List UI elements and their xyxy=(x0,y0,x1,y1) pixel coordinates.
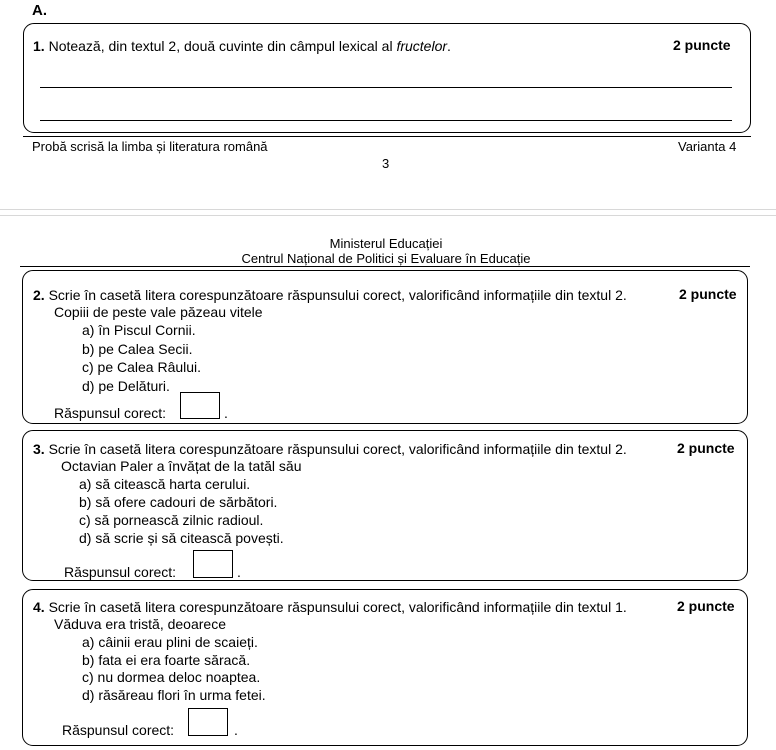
footer-left-text: Probă scrisă la limba și literatura română xyxy=(32,139,268,154)
header-rule xyxy=(20,266,750,267)
page-number: 3 xyxy=(382,156,390,171)
section-label: A. xyxy=(32,2,47,19)
question-2-instruction xyxy=(33,286,627,304)
question-4-option-b: b) fata ei era foarte săracă. xyxy=(82,652,251,668)
question-4-points: 2 puncte xyxy=(677,598,735,614)
question-1-text-after: . xyxy=(447,38,451,54)
header-center: Centrul Național de Politici și Evaluare în Educație xyxy=(241,251,531,266)
question-2-number: 2. xyxy=(33,287,45,303)
question-3-stem: Octavian Paler a învățat de la tatăl său xyxy=(61,458,302,474)
question-1-text xyxy=(33,37,451,55)
question-4-answer-box[interactable] xyxy=(188,708,228,736)
question-1-text-italic: fructelor xyxy=(396,38,448,54)
question-3-option-a: a) să citească harta cerului. xyxy=(79,476,251,492)
question-1-points: 2 puncte xyxy=(673,37,731,53)
question-2-stem: Copiii de peste vale păzeau vitele xyxy=(54,304,263,320)
header-ministry: Ministerul Educației xyxy=(329,236,443,251)
question-4-instruction-text: Scrie în casetă litera corespunzătoare răspunsului corect, valorificând informațiile din textul 1. xyxy=(48,599,627,615)
question-4-option-d: d) răsăreau flori în urma fetei. xyxy=(82,687,266,703)
question-1-text-before: Notează, din textul 2, două cuvinte din câmpul lexical al xyxy=(48,38,397,54)
question-4-option-c: c) nu dormea deloc noaptea. xyxy=(82,669,261,685)
question-4-answer-dot: . xyxy=(234,722,238,738)
question-3-option-d: d) să scrie și să citească povești. xyxy=(79,530,284,546)
question-2-answer-dot: . xyxy=(224,405,228,421)
footer-rule xyxy=(23,136,751,137)
answer-line-1[interactable] xyxy=(40,87,732,88)
question-2-instruction-text: Scrie în casetă litera corespunzătoare răspunsului corect, valorificând informațiile din textul 2. xyxy=(48,287,627,303)
question-4-instruction xyxy=(33,598,627,616)
question-2-option-c: c) pe Calea Râului. xyxy=(82,359,202,375)
question-3-instruction xyxy=(33,440,627,458)
page-separator xyxy=(0,209,776,210)
question-3-number: 3. xyxy=(33,441,45,457)
question-4-stem: Văduva era tristă, deoarece xyxy=(54,616,226,632)
question-3-answer-label: Răspunsul corect: xyxy=(64,564,177,580)
question-4-number: 4. xyxy=(33,599,45,615)
footer-right-text: Varianta 4 xyxy=(678,139,737,154)
question-3-answer-dot: . xyxy=(237,564,241,580)
question-2-option-a: a) în Piscul Cornii. xyxy=(82,322,196,338)
question-3-instruction-text: Scrie în casetă litera corespunzătoare răspunsului corect, valorificând informațiile din textul 2. xyxy=(48,441,627,457)
question-3-option-c: c) să pornească zilnic radioul. xyxy=(79,512,264,528)
question-3-points: 2 puncte xyxy=(677,440,735,456)
question-1-number: 1. xyxy=(33,38,45,54)
question-3-option-b: b) să ofere cadouri de sărbători. xyxy=(79,494,278,510)
question-2-answer-label: Răspunsul corect: xyxy=(54,405,167,421)
page-separator-2 xyxy=(0,215,776,216)
question-4-answer-label: Răspunsul corect: xyxy=(62,722,175,738)
question-2-option-d: d) pe Delături. xyxy=(82,378,170,394)
question-2-points: 2 puncte xyxy=(679,286,737,302)
question-4-option-a: a) câinii erau plini de scaieți. xyxy=(82,634,258,650)
question-2-option-b: b) pe Calea Secii. xyxy=(82,341,193,357)
question-3-answer-box[interactable] xyxy=(193,550,233,578)
answer-line-2[interactable] xyxy=(40,120,732,121)
question-2-answer-box[interactable] xyxy=(180,392,220,419)
